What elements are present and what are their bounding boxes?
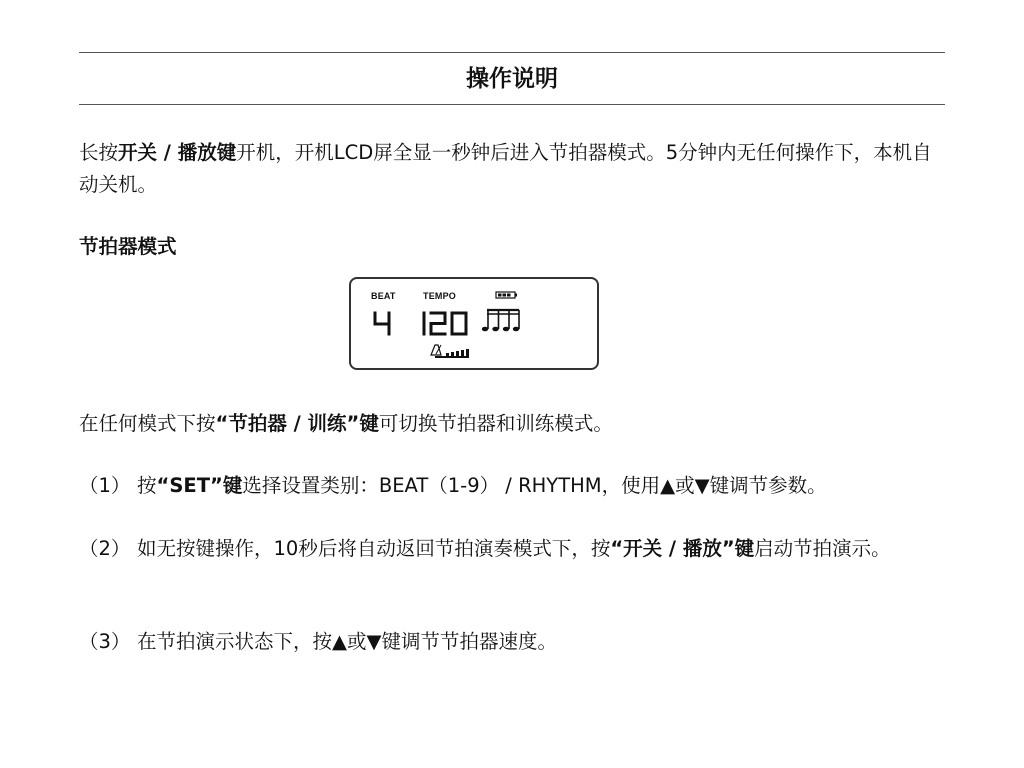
- page-title: 操作说明: [466, 66, 558, 92]
- list-item: [79, 470, 949, 502]
- power-play-key-label: 开关 / 播放键: [118, 141, 237, 164]
- metronome-mode-heading: 节拍器模式: [79, 235, 177, 258]
- metronome-level-icon: [431, 345, 469, 358]
- mode-switch-prefix: 在任何模式下按: [79, 412, 216, 435]
- top-divider: [79, 52, 945, 53]
- metronome-training-key-label: “节拍器 / 训练”键: [215, 412, 379, 435]
- mode-switch-paragraph: [79, 408, 949, 440]
- intro-prefix: 长按: [79, 141, 119, 164]
- power-play-key-label: “开关 / 播放”键: [610, 537, 755, 560]
- mode-switch-text: 可切换节拍器和训练模式。: [378, 412, 613, 435]
- lcd-segments: [351, 279, 601, 372]
- lcd-beat-digit: [375, 313, 389, 334]
- rhythm-notes-icon: [482, 310, 519, 331]
- list-item-text: 选择设置类别：BEAT（1-9） / RHYTHM，使用▲或▼键调节参数。: [242, 474, 827, 497]
- lcd-beat-label: BEAT: [371, 291, 396, 301]
- list-item: [79, 626, 949, 658]
- intro-text: 开机，开机LCD屏全显一秒钟后进入节拍器模式。5分钟内无任何操作下，本机自动关机。: [79, 141, 932, 196]
- list-item-number: （2）: [79, 537, 131, 560]
- list-item-number: （3）: [79, 630, 131, 653]
- lcd-tempo-digits: [424, 313, 466, 334]
- list-item-text: 启动节拍演示。: [754, 537, 891, 560]
- set-key-label: “SET”键: [156, 474, 243, 497]
- battery-icon: [496, 292, 517, 298]
- list-item-text: 在节拍演示状态下，按▲或▼键调节节拍器速度。: [137, 630, 557, 653]
- lcd-tempo-label: TEMPO: [423, 291, 457, 301]
- list-item: [79, 533, 949, 565]
- list-item-prefix: 如无按键操作，10秒后将自动返回节拍演奏模式下，按: [137, 537, 611, 560]
- list-item-number: （1）: [79, 474, 131, 497]
- list-item-prefix: 按: [137, 474, 157, 497]
- intro-paragraph: [79, 137, 949, 201]
- lcd-display: [349, 277, 599, 370]
- title-divider: [79, 104, 945, 105]
